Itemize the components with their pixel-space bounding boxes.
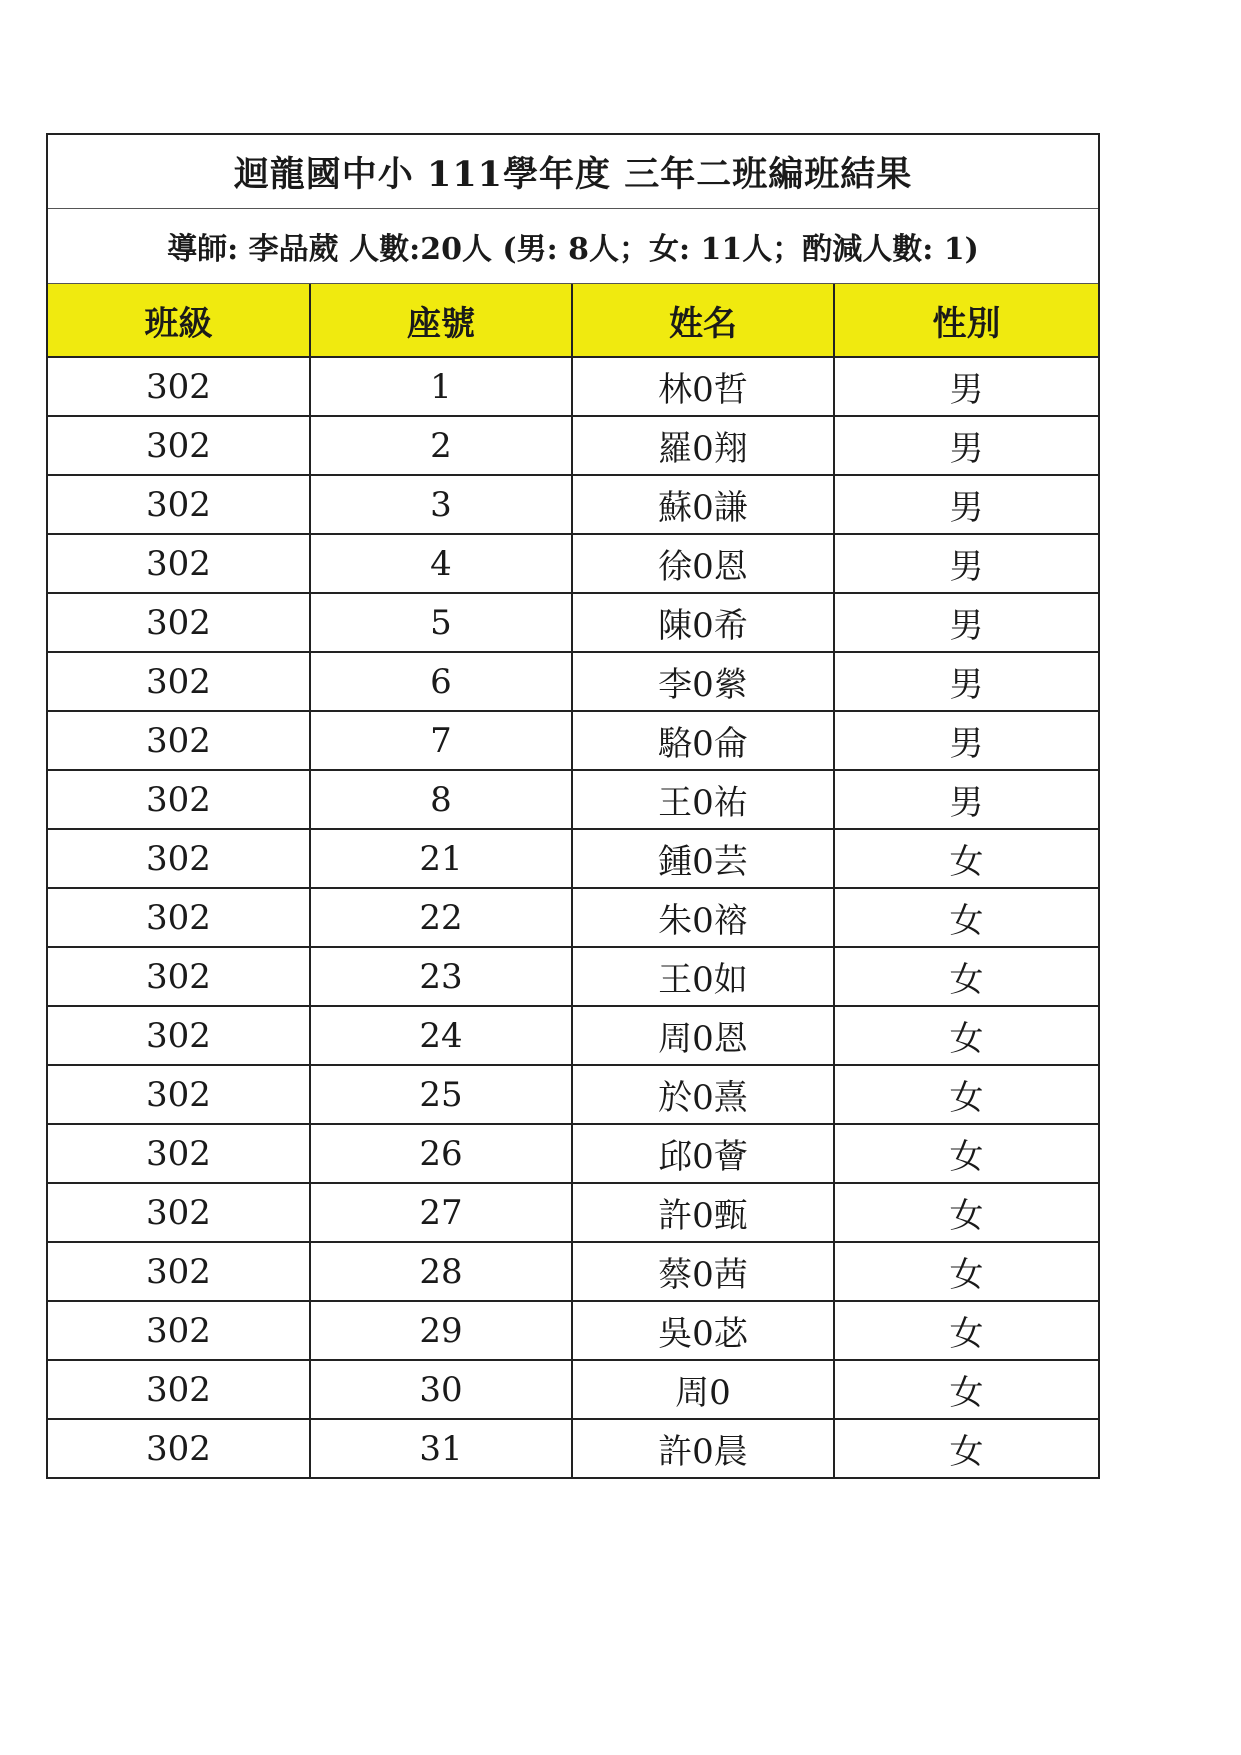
- gender-cell: 男: [834, 416, 1098, 475]
- column-header-seat: 座號: [310, 284, 572, 357]
- seat-number-cell: 5: [310, 593, 572, 652]
- gender-cell: 女: [834, 829, 1098, 888]
- student-name-cell: 吳0苾: [572, 1301, 834, 1360]
- gender-cell: 女: [834, 1301, 1098, 1360]
- student-name-cell: 陳0希: [572, 593, 834, 652]
- class-cell: 302: [48, 888, 310, 947]
- class-roster-sheet: [46, 133, 1100, 1479]
- seat-number-cell: 28: [310, 1242, 572, 1301]
- class-info: [48, 209, 1098, 284]
- class-cell: 302: [48, 534, 310, 593]
- seat-number-cell: 4: [310, 534, 572, 593]
- student-name-cell: 羅0翔: [572, 416, 834, 475]
- roster-table: [48, 284, 1098, 1479]
- seat-number-cell: 30: [310, 1360, 572, 1419]
- table-row: [48, 1242, 1098, 1301]
- class-cell: 302: [48, 1360, 310, 1419]
- table-row: [48, 652, 1098, 711]
- gender-breakdown: (男: 8人；女: 11人；酌減人數: 1): [502, 232, 979, 267]
- table-row: [48, 829, 1098, 888]
- table-row: [48, 357, 1098, 416]
- seat-number-cell: 25: [310, 1065, 572, 1124]
- student-name-cell: 於0熹: [572, 1065, 834, 1124]
- gender-cell: 女: [834, 1242, 1098, 1301]
- gender-cell: 男: [834, 770, 1098, 829]
- student-name-cell: 鍾0芸: [572, 829, 834, 888]
- roster-body: [48, 357, 1098, 1478]
- table-row: [48, 1065, 1098, 1124]
- seat-number-cell: 6: [310, 652, 572, 711]
- table-row: [48, 1006, 1098, 1065]
- teacher-label: 導師:: [167, 232, 239, 267]
- student-name-cell: 許0甄: [572, 1183, 834, 1242]
- table-row: [48, 1419, 1098, 1478]
- student-name-cell: 許0晨: [572, 1419, 834, 1478]
- student-name-cell: 蘇0謙: [572, 475, 834, 534]
- seat-number-cell: 24: [310, 1006, 572, 1065]
- table-row: [48, 711, 1098, 770]
- seat-number-cell: 1: [310, 357, 572, 416]
- column-header-class: 班級: [48, 284, 310, 357]
- class-cell: 302: [48, 1301, 310, 1360]
- class-cell: 302: [48, 357, 310, 416]
- class-cell: 302: [48, 770, 310, 829]
- student-name-cell: 周0恩: [572, 1006, 834, 1065]
- student-name-cell: 王0如: [572, 947, 834, 1006]
- table-row: [48, 1360, 1098, 1419]
- gender-cell: 女: [834, 1124, 1098, 1183]
- class-cell: 302: [48, 1006, 310, 1065]
- gender-cell: 女: [834, 1419, 1098, 1478]
- student-name-cell: 林0哲: [572, 357, 834, 416]
- count-label: 人數:: [349, 232, 421, 267]
- class-cell: 302: [48, 1183, 310, 1242]
- class-cell: 302: [48, 416, 310, 475]
- gender-cell: 男: [834, 711, 1098, 770]
- student-name-cell: 蔡0茜: [572, 1242, 834, 1301]
- student-name-cell: 朱0褣: [572, 888, 834, 947]
- seat-number-cell: 22: [310, 888, 572, 947]
- gender-cell: 女: [834, 1006, 1098, 1065]
- class-cell: 302: [48, 1242, 310, 1301]
- class-cell: 302: [48, 1065, 310, 1124]
- count-value: 20人: [420, 232, 492, 267]
- student-name-cell: 邱0薈: [572, 1124, 834, 1183]
- student-name-cell: 徐0恩: [572, 534, 834, 593]
- gender-cell: 男: [834, 593, 1098, 652]
- seat-number-cell: 31: [310, 1419, 572, 1478]
- class-cell: 302: [48, 1124, 310, 1183]
- seat-number-cell: 21: [310, 829, 572, 888]
- column-header-name: 姓名: [572, 284, 834, 357]
- class-cell: 302: [48, 652, 310, 711]
- header-row: [48, 284, 1098, 357]
- seat-number-cell: 26: [310, 1124, 572, 1183]
- seat-number-cell: 27: [310, 1183, 572, 1242]
- table-row: [48, 593, 1098, 652]
- seat-number-cell: 29: [310, 1301, 572, 1360]
- teacher-name: 李品葳: [248, 232, 339, 267]
- class-cell: 302: [48, 593, 310, 652]
- table-row: [48, 1301, 1098, 1360]
- seat-number-cell: 2: [310, 416, 572, 475]
- seat-number-cell: 23: [310, 947, 572, 1006]
- table-row: [48, 888, 1098, 947]
- gender-cell: 男: [834, 534, 1098, 593]
- table-row: [48, 475, 1098, 534]
- gender-cell: 女: [834, 888, 1098, 947]
- gender-cell: 男: [834, 652, 1098, 711]
- gender-cell: 女: [834, 1183, 1098, 1242]
- seat-number-cell: 3: [310, 475, 572, 534]
- student-name-cell: 王0祐: [572, 770, 834, 829]
- gender-cell: 女: [834, 1065, 1098, 1124]
- page-title: 迴龍國中小 111學年度 三年二班編班結果: [48, 135, 1098, 209]
- table-row: [48, 416, 1098, 475]
- table-row: [48, 770, 1098, 829]
- table-row: [48, 1124, 1098, 1183]
- table-row: [48, 534, 1098, 593]
- student-name-cell: 李0縈: [572, 652, 834, 711]
- gender-cell: 男: [834, 357, 1098, 416]
- table-row: [48, 1183, 1098, 1242]
- gender-cell: 女: [834, 947, 1098, 1006]
- seat-number-cell: 8: [310, 770, 572, 829]
- table-row: [48, 947, 1098, 1006]
- class-cell: 302: [48, 475, 310, 534]
- class-cell: 302: [48, 711, 310, 770]
- seat-number-cell: 7: [310, 711, 572, 770]
- column-header-gender: 性別: [834, 284, 1098, 357]
- class-cell: 302: [48, 1419, 310, 1478]
- gender-cell: 男: [834, 475, 1098, 534]
- student-name-cell: 駱0侖: [572, 711, 834, 770]
- student-name-cell: 周0: [572, 1360, 834, 1419]
- gender-cell: 女: [834, 1360, 1098, 1419]
- class-cell: 302: [48, 947, 310, 1006]
- class-cell: 302: [48, 829, 310, 888]
